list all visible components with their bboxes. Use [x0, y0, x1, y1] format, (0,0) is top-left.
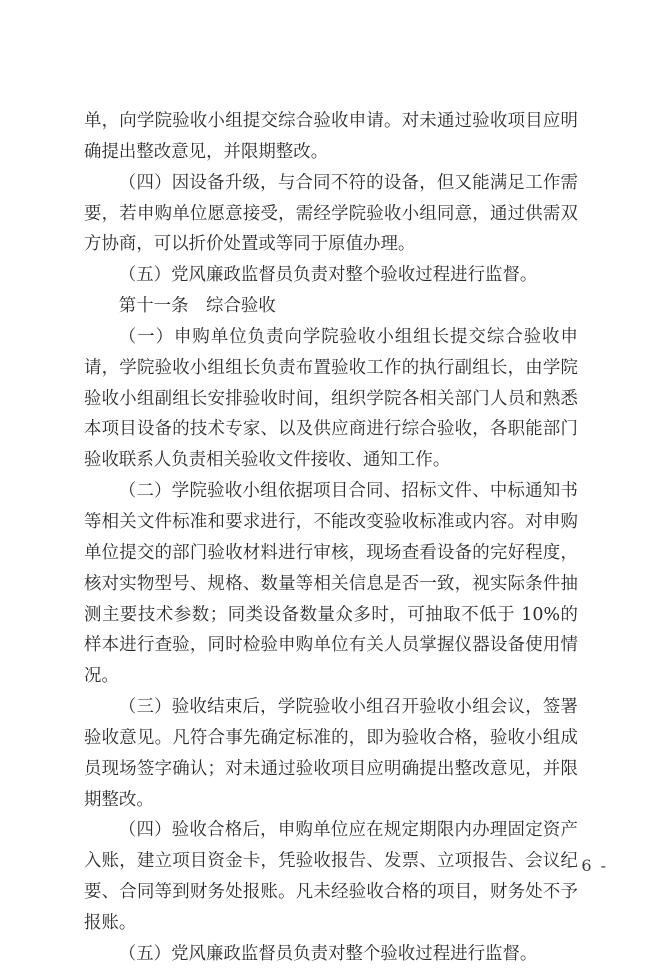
paragraph-continuation: 单，向学院验收小组提交综合验收申请。对未通过验收项目应明确提出整改意见，并限期整改。 — [84, 111, 578, 162]
paragraph-item-4-upgrade: （四）因设备升级，与合同不符的设备，但又能满足工作需要，若申购单位愿意接受，需经学院验收小组同意，通过供需双方协商，可以折价处置或等同于原值办理。 — [84, 172, 578, 255]
paragraph-item-4-assets: （四）验收合格后，申购单位应在规定期限内办理固定资产入账，建立项目资金卡，凭验收报告、发票、立项报告、会议纪要、合同等到财务处报账。凡未经验收合格的项目，财务处不予报账。 — [84, 820, 578, 933]
paragraph-item-5-supervision: （五）党风廉政监督员负责对整个验收过程进行监督。 — [118, 265, 538, 286]
paragraph-item-5-supervision-2: （五）党风廉政监督员负责对整个验收过程进行监督。 — [118, 943, 538, 964]
article-11-heading: 第十一条 综合验收 — [118, 296, 276, 317]
paragraph-item-3-meeting: （三）验收结束后，学院验收小组召开验收小组会议，签署验收意见。凡符合事先确定标准的，即为验收合格，验收小组成员现场签字确认；对未通过验收项目应明确提出整改意见，并限期整改。 — [84, 697, 578, 810]
paragraph-item-2-standards: （二）学院验收小组依据项目合同、招标文件、中标通知书等相关文件标准和要求进行，不能改变验收标准或内容。对申购单位提交的部门验收材料进行审核，现场查看设备的完好程度，核对实物型号、规格、数量等相关信息是否一致，视实际条件抽测主要技术参数；同类设备数量众多时，可抽取不低于 10%的样本进行查验，同时检验申购单位有关人员掌握仪器设备使用情况。 — [84, 481, 578, 687]
paragraph-item-1-application: （一）申购单位负责向学院验收小组组长提交综合验收申请，学院验收小组组长负责布置验收工作的执行副组长，由学院验收小组副组长安排验收时间，组织学院各相关部门人员和熟悉本项目设备的技术专家、以及供应商进行综合验收，各职能部门验收联系人负责相关验收文件接收、通知工作。 — [84, 326, 578, 471]
document-body — [84, 106, 578, 970]
page-number: - 6 - — [566, 856, 608, 875]
